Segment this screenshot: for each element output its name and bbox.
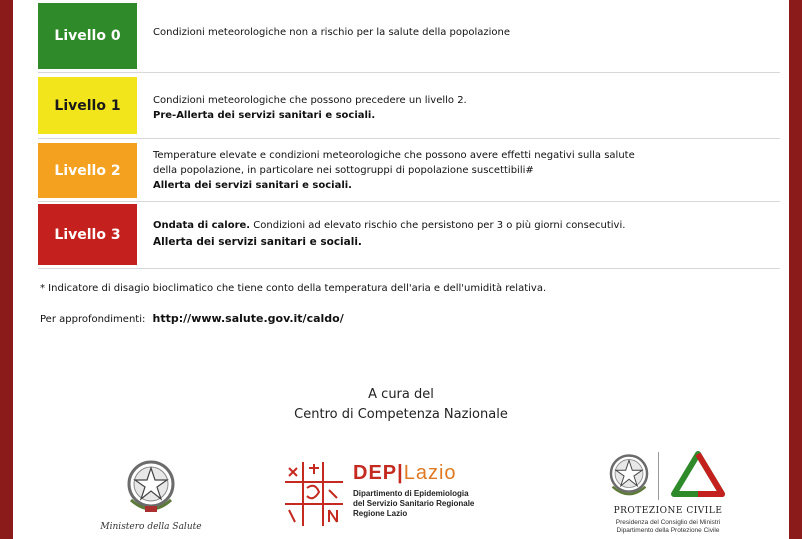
level-badge-1 xyxy=(38,77,137,134)
dep-subtitle-line: Regione Lazio xyxy=(353,509,408,518)
document-page xyxy=(13,0,789,539)
level-text-line: Condizioni meteorologiche che possono precedere un livello 2. xyxy=(153,95,467,106)
level-alert-text: Allerta dei servizi sanitari e sociali. xyxy=(153,236,362,248)
level-row-2 xyxy=(38,139,780,202)
dep-title-a: DEP xyxy=(353,462,398,484)
protezione-civile-subtitle xyxy=(598,519,738,535)
level-label: Livello 2 xyxy=(54,162,121,179)
credit-line-1: A cura del xyxy=(368,387,434,402)
dep-subtitle-line: del Servizio Sanitario Regionale xyxy=(353,499,475,508)
level-row-3 xyxy=(38,202,780,269)
ministero-logo xyxy=(91,452,211,539)
level-text-line: Condizioni meteorologiche non a rischio per la salute della popolazione xyxy=(153,27,510,38)
level-badge-0 xyxy=(38,3,137,69)
level-row-1 xyxy=(38,73,780,139)
level-label: Livello 3 xyxy=(54,226,121,243)
level-description-1 xyxy=(153,93,761,123)
page-frame-right xyxy=(789,0,802,539)
protezione-civile-triangle-icon xyxy=(668,450,728,500)
level-label: Livello 1 xyxy=(54,97,121,114)
dep-subtitle xyxy=(353,489,474,519)
level-label: Livello 0 xyxy=(54,28,121,44)
level-text-line: della popolazione, in particolare nei sottogruppi di popolazione suscettibili# xyxy=(153,165,534,176)
page-frame-left xyxy=(0,0,13,539)
level-text-line xyxy=(153,218,761,233)
dep-grid-icon xyxy=(283,460,345,528)
credit-line-2: Centro di Competenza Nazionale xyxy=(294,407,508,422)
dep-lazio-logo xyxy=(283,460,513,535)
more-info xyxy=(40,312,344,325)
dep-title xyxy=(353,462,457,485)
dep-title-b: Lazio xyxy=(403,462,457,484)
level-alert-text: Allerta dei servizi sanitari e sociali. xyxy=(153,180,352,191)
italy-emblem-icon xyxy=(606,450,652,502)
level-row-0 xyxy=(38,0,780,73)
protezione-civile-subtitle-line: Dipartimento della Protezione Civile xyxy=(616,527,720,534)
dep-title-sep: | xyxy=(397,462,404,484)
dep-subtitle-line: Dipartimento di Epidemiologia xyxy=(353,489,469,498)
level-description-3 xyxy=(153,218,761,250)
level-description-0 xyxy=(153,25,761,40)
footnote: * Indicatore di disagio bioclimatico che tiene conto della temperatura dell'aria e dell'umidità relativa. xyxy=(40,283,547,294)
protezione-civile-subtitle-line: Presidenza del Consiglio dei Ministri xyxy=(615,519,721,526)
italy-emblem-icon xyxy=(123,456,179,518)
level-text-line: Temperature elevate e condizioni meteorologiche che possono avere effetti negativi sulla salute xyxy=(153,150,635,161)
level-alert-text: Pre-Allerta dei servizi sanitari e sociali. xyxy=(153,110,376,121)
ministero-caption: Ministero della Salute xyxy=(100,522,202,532)
more-info-link[interactable]: http://www.salute.gov.it/caldo/ xyxy=(152,312,344,325)
level-lead-text: Ondata di calore. xyxy=(153,220,251,231)
logo-divider xyxy=(658,452,659,500)
level-badge-2 xyxy=(38,143,137,198)
level-description-2 xyxy=(153,148,761,193)
protezione-civile-title: PROTEZIONE CIVILE xyxy=(613,506,723,516)
level-text: Condizioni ad elevato rischio che persistono per 3 o più giorni consecutivi. xyxy=(253,220,626,231)
more-info-label: Per approfondimenti: xyxy=(40,314,146,325)
level-badge-3 xyxy=(38,204,137,265)
protezione-civile-logo xyxy=(598,448,738,539)
